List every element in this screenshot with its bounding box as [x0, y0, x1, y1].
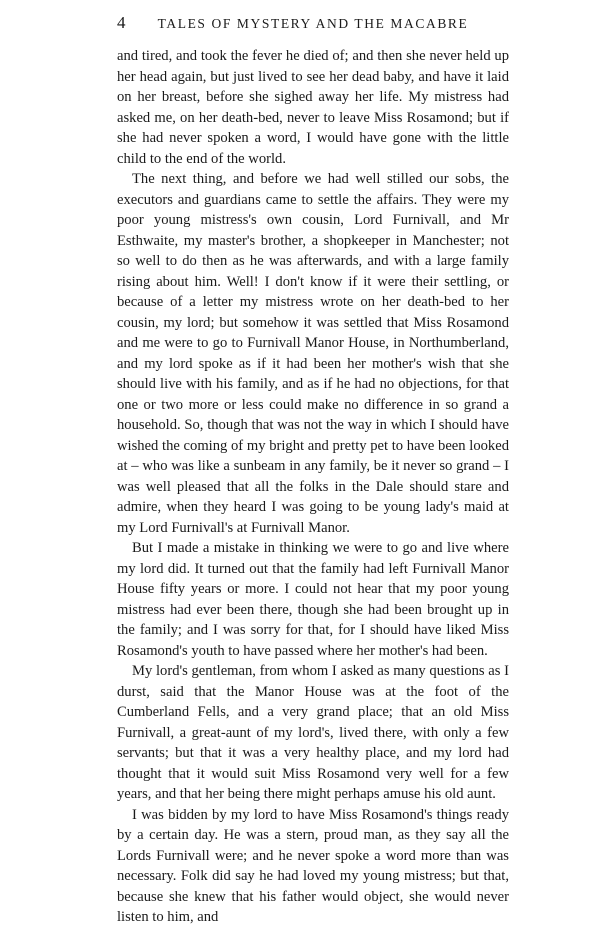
paragraph-2: The next thing, and before we had well stilled our sobs, the executors and guardians came to settle the affairs. They were my poor young mistress's own cousin, Lord Furnivall, and Mr Esthwaite, my master's brother, a shopkeeper in Manchester; not so well to do then as he was afterwards, and with a large family rising about him. Well! I don't know if it were their settling, or because of a letter my mistress wrote on her death-bed to her cousin, my lord; but somehow it was settled that Miss Rosamond and me were to go to Furnivall Manor House, in Northumberland, and my lord spoke as if it had been her mother's wish that she should live with his family, and as if he had no objections, for that one or two more or less could make no difference in so grand a household. So, though that was not the way in which I should have wished the coming of my bright and pretty pet to have been looked at – who was like a sunbeam in any family, be it never so grand – I was well pleased that all the folks in the Dale should stare and admire, when they heard I was going to be young lady's maid at my Lord Furnivall's at Furnivall Manor. [117, 171, 509, 536]
page-number: 4 [117, 13, 126, 32]
paragraph-1: and tired, and took the fever he died of; and then she never held up her head again, but just lived to see her dead baby, and have it laid on her breast, before she sighed away her life. My mistress had asked me, on her death-bed, never to leave Miss Rosamond; but if she had never spoken a word, I would have gone with the little child to the end of the world. [117, 48, 509, 167]
paragraph-3: But I made a mistake in thinking we were to go and live where my lord did. It turned out that the family had left Furnivall Manor House fifty years or more. I could not hear that my poor young mistress had ever been there, though she had been brought up in the family; and I was sorry for that, for I should have liked Miss Rosamond's youth to have passed where her mother's had been. [117, 540, 509, 659]
body-text [117, 46, 509, 928]
paragraph-4: My lord's gentleman, from whom I asked as many questions as I durst, said that the Manor House was at the foot of the Cumberland Fells, and a very grand place; that an old Miss Furnivall, a great-aunt of my lord's, lived there, with only a few servants; but that it was a very healthy place, and my lord had thought that it would suit Miss Rosamond very well for a few years, and that her being there might perhaps amuse his old aunt. [117, 663, 509, 802]
paragraph-5: I was bidden by my lord to have Miss Rosamond's things ready by a certain day. He was a stern, proud man, as they say all the Lords Furnivall were; and he never spoke a word more than was necessary. Folk did say he had loved my young mistress; but that, because she knew that his father would object, she would never listen to him, and [117, 806, 509, 925]
running-title: TALES OF MYSTERY AND THE MACABRE [157, 16, 469, 31]
running-head [117, 12, 509, 34]
